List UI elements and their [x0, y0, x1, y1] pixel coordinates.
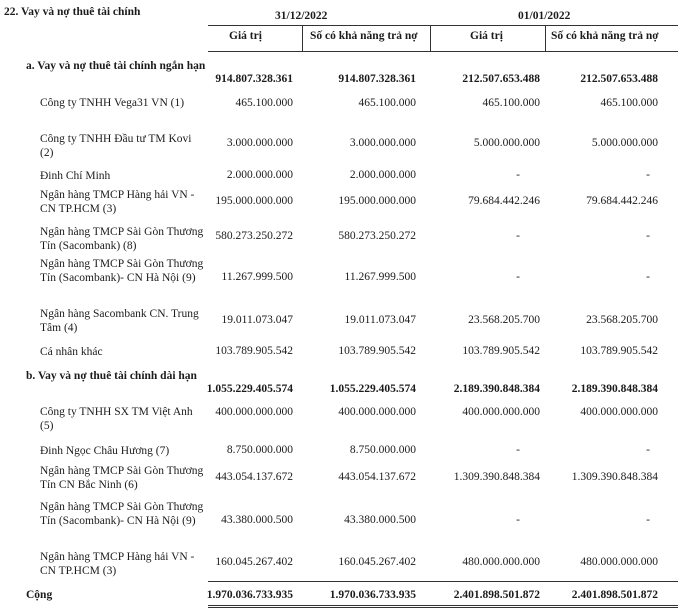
row-value-1: 8.750.000.000 — [226, 444, 293, 456]
section-b-value-1: 1.055.229.405.574 — [206, 383, 293, 395]
section-a-value-4: 212.507.653.488 — [580, 73, 658, 85]
row-value-3: 23.568.205.700 — [468, 314, 540, 326]
row-value-4: - — [646, 230, 650, 242]
row-value-2: 580.273.250.272 — [338, 230, 416, 242]
row-value-3: - — [516, 514, 520, 526]
row-label: Ngân hàng TMCP Sài Gòn Thương Tín (Sacombank)- CN Hà Nội (9) — [40, 501, 204, 527]
row-value-3: 465.100.000 — [482, 97, 540, 109]
column-header-value-2: Giá trị — [470, 30, 503, 42]
row-value-3: 400.000.000.000 — [462, 406, 540, 418]
row-value-4: 400.000.000.000 — [580, 406, 658, 418]
row-value-4: - — [646, 169, 650, 181]
row-value-2: 465.100.000 — [358, 97, 416, 109]
section-b-value-2: 1.055.229.405.574 — [329, 383, 416, 395]
row-value-2: 19.011.073.047 — [344, 314, 416, 326]
row-value-1: 580.273.250.272 — [215, 230, 293, 242]
header-divider-bottom — [208, 51, 678, 52]
row-value-1: 443.054.137.672 — [215, 471, 293, 483]
row-value-2: 43.380.000.500 — [344, 514, 416, 526]
row-label: Công ty TNHH SX TM Việt Anh (5) — [40, 406, 193, 432]
total-value-1: 1.970.036.733.935 — [206, 589, 293, 601]
row-value-2: 11.267.999.500 — [344, 271, 416, 283]
row-label: Ngân hàng TMCP Hàng hải VN - CN TP.HCM (3) — [40, 189, 195, 215]
row-value-4: 465.100.000 — [600, 97, 658, 109]
total-value-3: 2.401.898.501.872 — [453, 589, 540, 601]
row-label: Đinh Chí Minh — [40, 170, 111, 182]
section-title: 22. Vay và nợ thuê tài chính — [4, 6, 141, 18]
row-value-2: 3.000.000.000 — [349, 137, 416, 149]
section-b-value-3: 2.189.390.848.384 — [453, 383, 540, 395]
row-value-4: 480.000.000.000 — [580, 556, 658, 568]
total-underline-1 — [208, 605, 678, 606]
row-value-2: 400.000.000.000 — [338, 406, 416, 418]
row-value-1: 160.045.267.402 — [215, 556, 293, 568]
row-value-4: 5.000.000.000 — [591, 137, 658, 149]
row-value-1: 19.011.073.047 — [221, 314, 293, 326]
column-header-repayable-1: Số có khả năng trả nợ — [310, 30, 418, 42]
row-label: Công ty TNHH Đầu tư TM Kovi (2) — [40, 133, 192, 159]
row-label: Ngân hàng TMCP Sài Gòn Thương Tín (Sacombank)- CN Hà Nội (9) — [40, 258, 204, 284]
section-b-value-4: 2.189.390.848.384 — [571, 383, 658, 395]
row-value-1: 400.000.000.000 — [215, 406, 293, 418]
row-value-2: 8.750.000.000 — [349, 444, 416, 456]
row-value-1: 43.380.000.500 — [221, 514, 293, 526]
column-divider-2 — [430, 25, 431, 52]
section-a-label: a. Vay và nợ thuê tài chính ngắn hạn — [26, 60, 206, 72]
row-label: Cá nhân khác — [40, 346, 103, 358]
row-value-3: 79.684.442.246 — [468, 195, 540, 207]
row-value-4: - — [646, 271, 650, 283]
row-value-3: - — [516, 169, 520, 181]
row-value-3: 1.309.390.848.384 — [453, 471, 540, 483]
row-value-1: 195.000.000.000 — [215, 195, 293, 207]
row-value-4: 1.309.390.848.384 — [571, 471, 658, 483]
row-value-2: 160.045.267.402 — [338, 556, 416, 568]
column-divider-1 — [302, 25, 303, 51]
column-header-repayable-2: Số có khả năng trả nợ — [551, 30, 659, 42]
row-value-2: 2.000.000.000 — [349, 169, 416, 181]
column-divider-3 — [545, 25, 546, 51]
row-value-1: 3.000.000.000 — [226, 137, 293, 149]
row-label: Đinh Ngọc Châu Hương (7) — [40, 445, 170, 457]
total-value-2: 1.970.036.733.935 — [329, 589, 416, 601]
row-value-2: 443.054.137.672 — [338, 471, 416, 483]
row-value-4: 103.789.905.542 — [580, 345, 658, 357]
header-divider-top — [208, 25, 678, 26]
period-header-2022-end: 31/12/2022 — [275, 10, 328, 22]
row-value-3: - — [516, 444, 520, 456]
row-value-3: 103.789.905.542 — [462, 345, 540, 357]
total-value-4: 2.401.898.501.872 — [571, 589, 658, 601]
row-value-2: 103.789.905.542 — [338, 345, 416, 357]
row-label: Ngân hàng Sacombank CN. Trung Tâm (4) — [40, 308, 199, 334]
section-a-value-2: 914.807.328.361 — [338, 73, 416, 85]
row-value-3: - — [516, 271, 520, 283]
row-label: Ngân hàng TMCP Sài Gòn Thương Tín CN Bắc Ninh (6) — [40, 465, 204, 491]
total-label: Cộng — [26, 589, 53, 601]
row-value-4: 79.684.442.246 — [586, 195, 658, 207]
row-label: Ngân hàng TMCP Hàng hải VN - CN TP.HCM (3) — [40, 551, 195, 577]
row-value-1: 11.267.999.500 — [221, 271, 293, 283]
row-value-1: 103.789.905.542 — [215, 345, 293, 357]
row-value-1: 2.000.000.000 — [226, 169, 293, 181]
row-label: Công ty TNHH Vega31 VN (1) — [40, 97, 185, 109]
row-value-3: - — [516, 230, 520, 242]
section-a-value-1: 914.807.328.361 — [215, 73, 293, 85]
row-value-4: 23.568.205.700 — [586, 314, 658, 326]
total-underline-2 — [208, 607, 678, 608]
row-value-2: 195.000.000.000 — [338, 195, 416, 207]
column-header-value-1: Giá trị — [229, 30, 262, 42]
total-divider — [208, 581, 678, 582]
row-value-4: - — [646, 444, 650, 456]
row-value-1: 465.100.000 — [235, 97, 293, 109]
row-label: Ngân hàng TMCP Sài Gòn Thương Tín (Sacombank) (8) — [40, 226, 204, 252]
row-value-4: - — [646, 514, 650, 526]
row-value-3: 480.000.000.000 — [462, 556, 540, 568]
section-b-label: b. Vay và nợ thuê tài chính dài hạn — [26, 370, 197, 382]
row-value-3: 5.000.000.000 — [473, 137, 540, 149]
period-header-2022-start: 01/01/2022 — [518, 10, 571, 22]
section-a-value-3: 212.507.653.488 — [462, 73, 540, 85]
